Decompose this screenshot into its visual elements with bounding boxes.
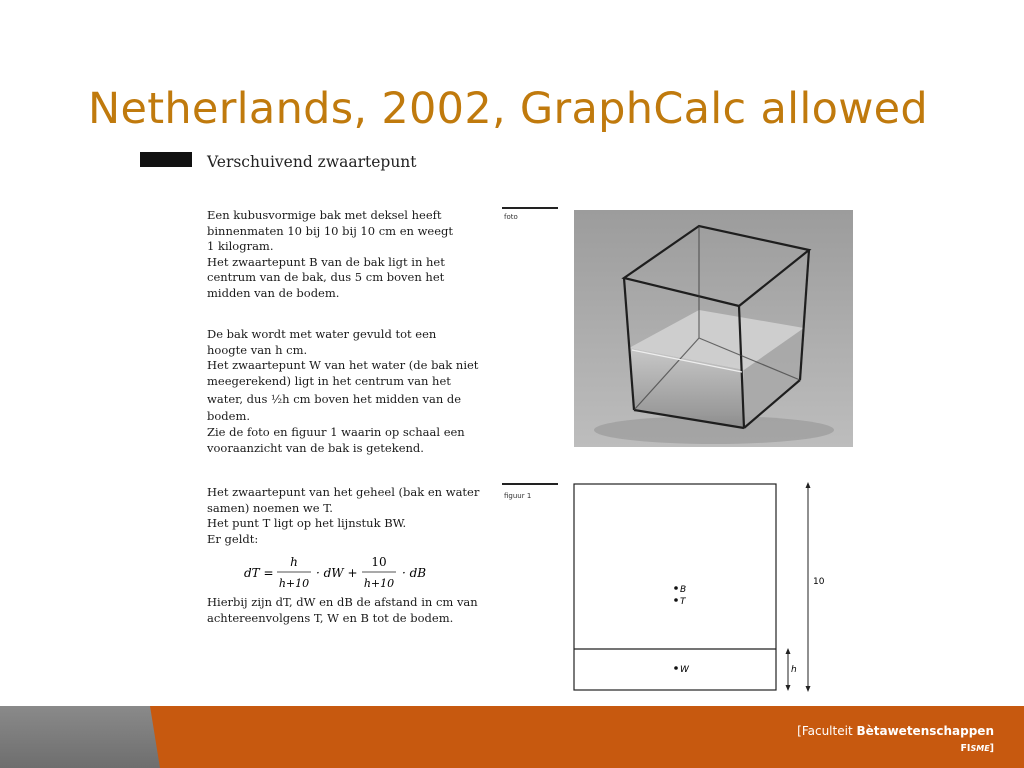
text-line: midden van de bodem. [207,285,340,300]
text-line: binnenmaten 10 bij 10 bij 10 cm en weegt [207,223,454,238]
text-line: Het zwaartepunt van het geheel (bak en water [207,485,480,499]
text-line: Hierbij zijn dT, dW en dB de afstand in cm van [207,595,478,609]
text-line: Het zwaartepunt W van het water (de bak niet [207,358,479,373]
point-t-label: T [680,597,686,607]
text-line: Er geldt: [207,531,259,546]
point-t-marker [674,598,678,602]
point-w-marker [674,666,678,670]
text-line: Een kubusvormige bak met deksel heeft [207,208,442,222]
text-line: Het zwaartepunt B van de bak ligt in het [207,254,445,269]
point-w-label: W [680,665,689,675]
dimension-h-label: h [791,665,797,675]
point-b-marker [674,586,678,590]
text-line: bodem. [207,409,251,424]
text-line: samen) noemen we T. [207,500,333,515]
footer-grey-band [0,706,160,768]
text-line: 1 kilogram. [207,239,274,254]
photo-label: foto [504,213,518,221]
text-line: vooraanzicht van de bak is getekend. [207,440,424,455]
exam-paragraph-3 [207,485,497,547]
point-b-label: B [680,585,687,595]
formula-frac2-den: h+10 [363,577,395,590]
exam-paragraph-1 [207,208,497,302]
formula-term1: · dW + [316,566,358,580]
formula-frac2-num: 10 [371,556,387,569]
institute-line: FISME] [960,743,994,754]
section-marker [140,152,192,167]
glass-cube-photo [574,210,853,447]
dimension-total-label: 10 [813,577,825,587]
exam-paragraph-2 [207,327,497,456]
text-line: Het punt T ligt op het lijnstuk BW. [207,516,407,531]
formula-frac1-num: h [290,556,298,569]
photo-label-rule [502,207,558,209]
faculty-name-line: [Faculteit Bètawetenschappen [797,724,994,738]
exam-question-heading: Verschuivend zwaartepunt [207,153,417,171]
text-line: meegerekend) ligt in het centrum van het [207,373,451,388]
formula-frac1-den: h+10 [278,577,310,590]
figure-1-diagram [560,478,840,698]
slide-title: Netherlands, 2002, GraphCalc allowed [88,84,929,134]
exam-paragraph-4 [207,595,497,626]
formula [244,556,444,595]
text-line: achtereenvolgens T, W en B tot de bodem. [207,610,454,625]
figure-label: figuur 1 [504,492,532,500]
formula-term2: · dB [402,566,427,580]
text-line: De bak wordt met water gevuld tot een [207,327,437,341]
text-line: water, dus ½h cm boven het midden van de [207,392,462,407]
figure-label-rule [502,483,558,485]
text-line: Zie de foto en figuur 1 waarin op schaal een [207,424,465,439]
text-line: centrum van de bak, dus 5 cm boven het [207,270,445,285]
formula-lhs: dT = [244,566,274,580]
text-line: hoogte van h cm. [207,342,308,357]
faculty-logo [797,722,994,758]
formula-graphic [244,556,444,592]
